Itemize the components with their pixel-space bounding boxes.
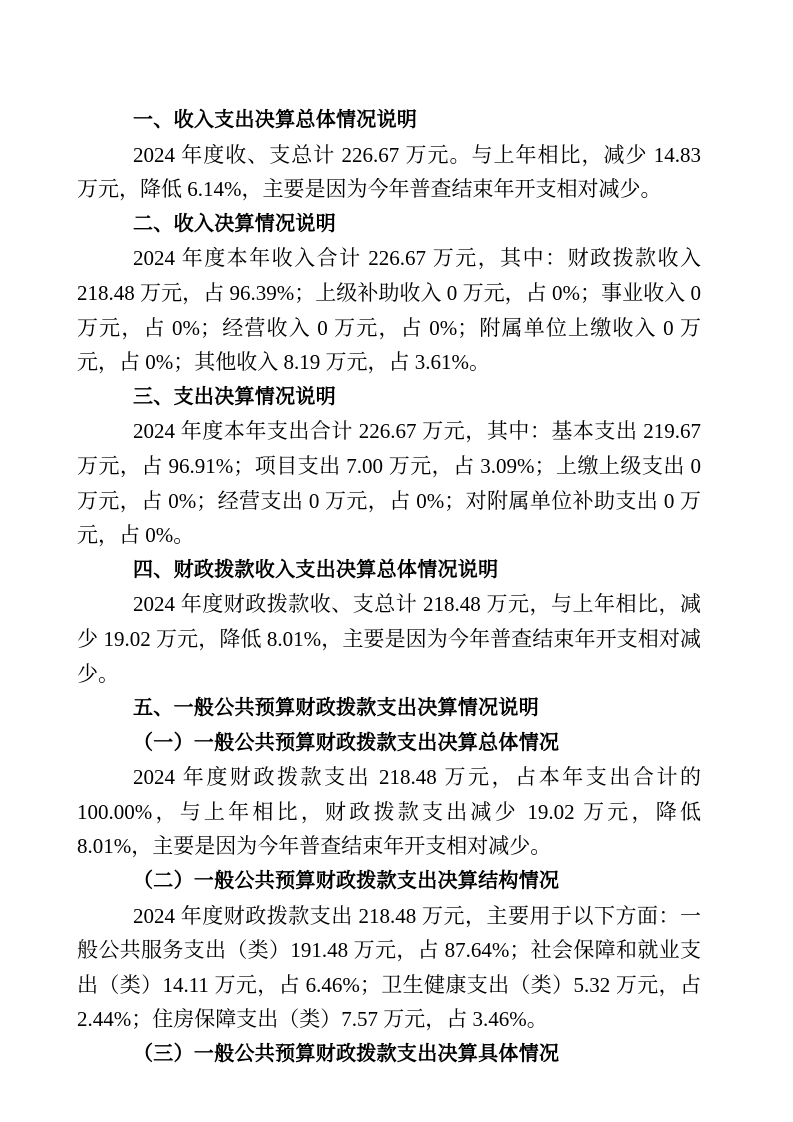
subheading-general-budget-structure: （二）一般公共预算财政拨款支出决算结构情况 bbox=[133, 870, 560, 893]
heading-revenue-accounts: 二、收入决算情况说明 bbox=[133, 212, 336, 235]
subheading-general-budget-overall: （一）一般公共预算财政拨款支出决算总体情况 bbox=[133, 731, 560, 754]
heading-fiscal-appropriation-overview: 四、财政拨款收入支出决算总体情况说明 bbox=[133, 558, 499, 581]
para-expenditure-accounts: 2024 年度本年支出合计 226.67 万元，其中：基本支出 219.67 万元，占 96.91%；项目支出 7.00 万元，占 3.09%；上缴上级支出 0 万元，占 0%；经营支出 0 万元，占 0%；对附属单位补助支出 0 万元，占 0%。 bbox=[77, 419, 701, 548]
para-revenue-accounts: 2024 年度本年收入合计 226.67 万元，其中：财政拨款收入 218.48 万元，占 96.39%；上级补助收入 0 万元，占 0%；事业收入 0 万元，占 0%；经营收入 0 万元，占 0%；附属单位上缴收入 0 万元，占 0%；其他收入 8.19 万元，占 3.61%。 bbox=[77, 246, 701, 375]
para-overall-revenue-expenditure: 2024 年度收、支总计 226.67 万元。与上年相比，减少 14.83 万元，降低 6.14%，主要是因为今年普查结束年开支相对减少。 bbox=[77, 142, 701, 202]
heading-overall-revenue-expenditure: 一、收入支出决算总体情况说明 bbox=[133, 109, 418, 131]
subheading-general-budget-details: （三）一般公共预算财政拨款支出决算具体情况 bbox=[133, 1043, 560, 1066]
heading-general-public-budget-expenditure: 五、一般公共预算财政拨款支出决算情况说明 bbox=[133, 697, 539, 720]
para-general-budget-overall: 2024 年度财政拨款支出 218.48 万元，占本年支出合计的 100.00%，与上年相比，财政拨款支出减少 19.02 万元，降低 8.01%，主要是因为今年普查结束年开支相对减少。 bbox=[77, 765, 701, 859]
para-fiscal-appropriation-overview: 2024 年度财政拨款收、支总计 218.48 万元，与上年相比，减少 19.02 万元，降低 8.01%，主要是因为今年普查结束年开支相对减少。 bbox=[77, 592, 701, 686]
heading-expenditure-accounts: 三、支出决算情况说明 bbox=[133, 385, 336, 408]
para-general-budget-structure: 2024 年度财政拨款支出 218.48 万元，主要用于以下方面：一般公共服务支出（类）191.48 万元，占 87.64%；社会保障和就业支出（类）14.11 万元，占 6.46%；卫生健康支出（类）5.32 万元，占 2.44%；住房保障支出（类）7.57 万元，占 3.46%。 bbox=[77, 903, 701, 1032]
